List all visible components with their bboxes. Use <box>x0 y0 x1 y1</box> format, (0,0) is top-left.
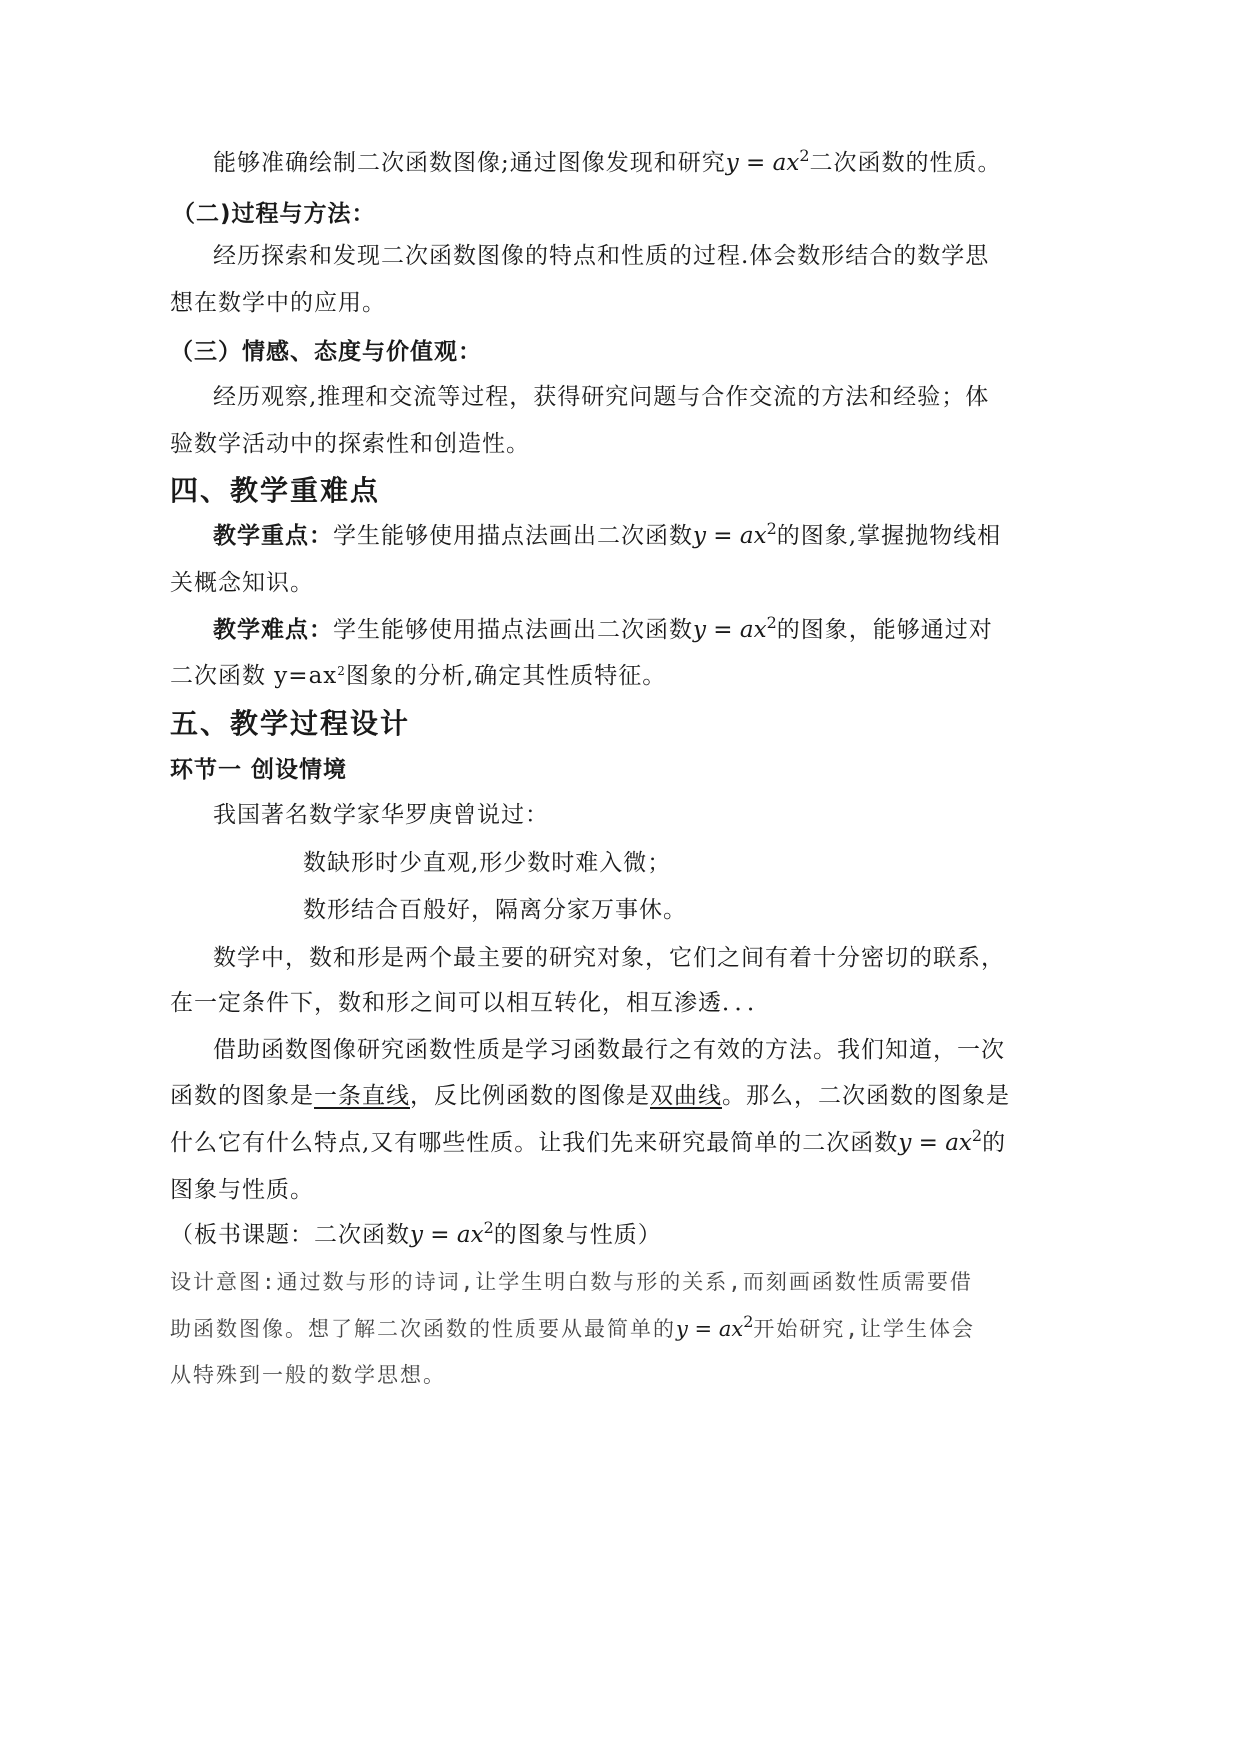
paragraph-1-line-2: 在一定条件下，数和形之间可以相互转化，相互渗透．．． <box>170 990 771 1016</box>
emotion-line-1: 经历观察,推理和交流等过程，获得研究问题与合作交流的方法和经验；体 <box>213 384 990 410</box>
underlined-straight-line: 一条直线 <box>314 1083 410 1109</box>
stage-1-heading: 环节一 创设情境 <box>170 757 348 783</box>
difficulty-line-2: 二次函数 $y=ax^2$图象的分析,确定其性质特征。 <box>170 663 667 689</box>
paragraph-2-line-1: 借助函数图像研究函数性质是学习函数最行之有效的方法。我们知道，一次 <box>213 1037 1005 1063</box>
equation-y-ax2: $y = ax^2$ <box>898 1126 983 1156</box>
design-intent-line-2: 助函数图像。想了解二次函数的性质要从最简单的$y = ax^2$开始研究,让学生体会 <box>170 1312 976 1341</box>
objective-line <box>213 148 1002 178</box>
design-intent-line-1: 设计意图:通过数与形的诗词,让学生明白数与形的关系,而刻画函数性质需要借 <box>170 1270 973 1294</box>
key-point-line-2: 关概念知识。 <box>170 570 314 596</box>
emotion-line-2: 验数学活动中的探索性和创造性。 <box>170 431 530 457</box>
equation-y-ax2: $y = ax^2$ <box>410 1218 494 1248</box>
difficulty-label: 教学难点 <box>213 617 309 643</box>
poem-line-1: 数缺形时少直观,形少数时难入微； <box>303 850 672 876</box>
paragraph-1-line-1: 数学中，数和形是两个最主要的研究对象，它们之间有着十分密切的联系， <box>213 945 1005 971</box>
poem-line-2: 数形结合百般好，隔离分家万事休。 <box>303 897 687 923</box>
section-5-heading: 五、教学过程设计 <box>170 707 411 740</box>
objective-text-b: 二次函数的性质。 <box>809 150 1002 176</box>
key-point-text-a: 学生能够使用描点法画出二次函数 <box>333 523 693 549</box>
emotion-heading: （三）情感、态度与价值观： <box>170 339 482 365</box>
key-point-text-b: 的图象,掌握抛物线相 <box>776 523 1002 549</box>
equation-y-ax2: $y = ax^2$ <box>725 146 810 176</box>
quote-intro: 我国著名数学家华罗庚曾说过： <box>213 802 549 828</box>
process-heading: （二)过程与方法： <box>172 201 376 227</box>
key-point-label: 教学重点 <box>213 523 309 549</box>
equation-y-ax2: $y = ax^2$ <box>693 519 777 549</box>
underlined-hyperbola: 双曲线 <box>650 1083 722 1109</box>
board-topic: （板书课题：二次函数$y = ax^2$的图象与性质） <box>170 1218 662 1248</box>
objective-text-a: 能够准确绘制二次函数图像;通过图像发现和研究 <box>213 150 726 176</box>
process-line-2: 想在数学中的应用。 <box>170 290 386 316</box>
paragraph-2-line-4: 图象与性质。 <box>170 1177 314 1203</box>
section-4-heading: 四、教学重难点 <box>170 474 381 507</box>
paragraph-2-line-2: 函数的图象是一条直线，反比例函数的图像是双曲线。那么，二次函数的图象是 <box>170 1083 1010 1109</box>
difficulty-text-b: 的图象，能够通过对 <box>776 617 993 643</box>
difficulty-text-a: 学生能够使用描点法画出二次函数 <box>333 617 693 643</box>
equation-y-ax2: $y = ax^2$ <box>676 1312 754 1341</box>
paragraph-2-line-3: 什么它有什么特点,又有哪些性质。让我们先来研究最简单的二次函数$y = ax^2$的 <box>170 1126 1007 1156</box>
difficulty-line: 教学难点：学生能够使用描点法画出二次函数$y = ax^2$的图象，能够通过对 <box>213 613 993 643</box>
process-line-1: 经历探索和发现二次函数图像的特点和性质的过程.体会数形结合的数学思 <box>213 243 990 269</box>
key-point-line: 教学重点：学生能够使用描点法画出二次函数$y = ax^2$的图象,掌握抛物线相 <box>213 519 1002 549</box>
design-intent-line-3: 从特殊到一般的数学思想。 <box>170 1363 446 1387</box>
equation-y-ax2: $y = ax^2$ <box>693 613 777 643</box>
